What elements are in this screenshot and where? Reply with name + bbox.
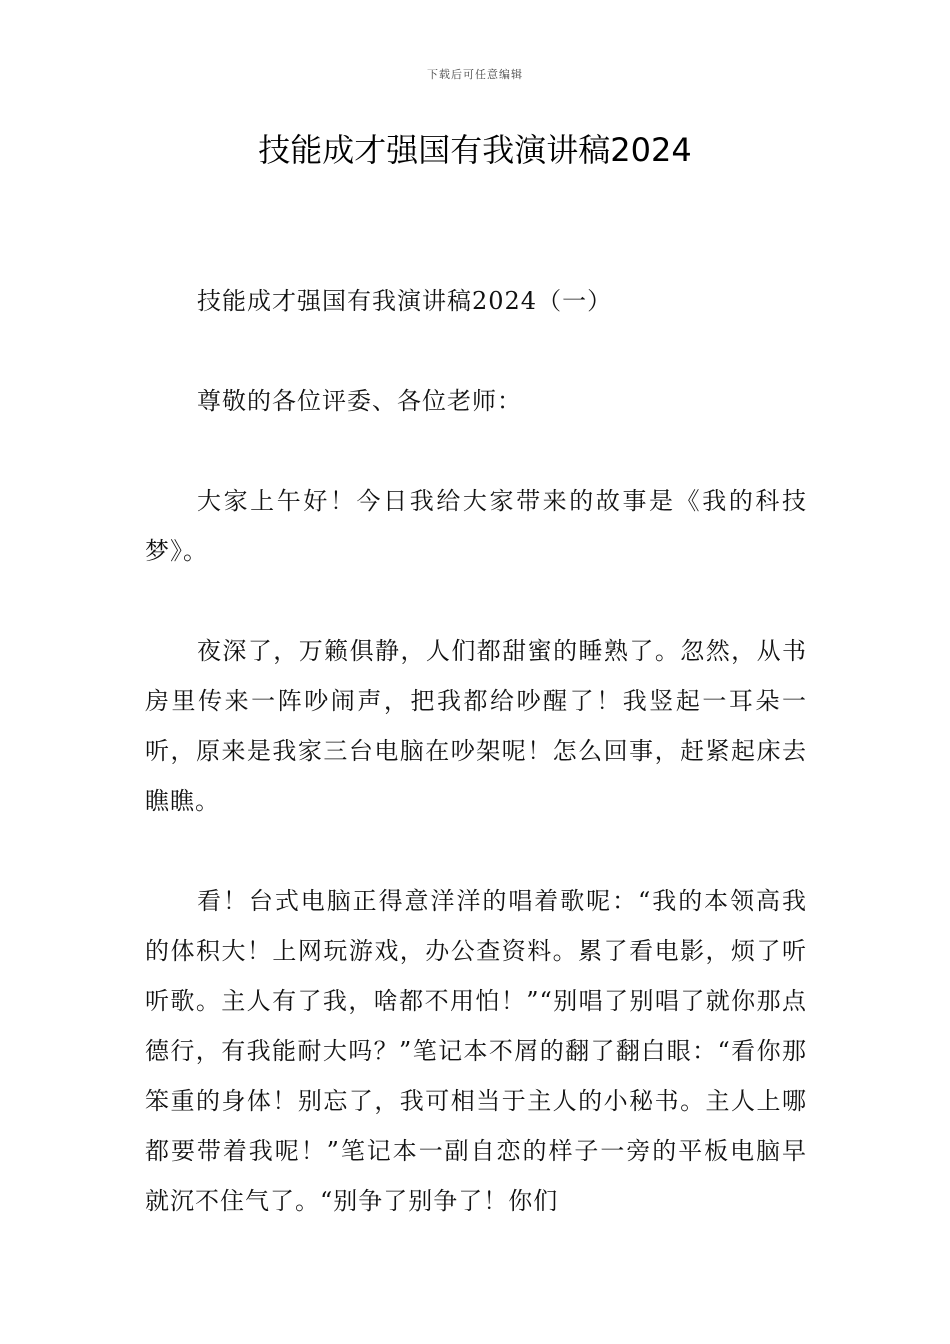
header-note: 下载后可任意编辑: [427, 68, 523, 81]
paragraph-night: 夜深了，万籁俱静，人们都甜蜜的睡熟了。忽然，从书房里传来一阵吵闹声，把我都给吵醒了！我竖起一耳朵一听，原来是我家三台电脑在吵架呢！怎么回事，赶紧起床去瞧瞧。: [145, 637, 807, 815]
document-title: 技能成才强国有我演讲稿2024: [258, 131, 692, 169]
document-body: [145, 276, 807, 1276]
paragraph-subtitle: 技能成才强国有我演讲稿2024（一）: [197, 287, 613, 315]
paragraph-salutation: 尊敬的各位评委、各位老师：: [197, 387, 522, 415]
paragraph-computers: 看！台式电脑正得意洋洋的唱着歌呢：“我的本领高我的体积大！上网玩游戏，办公查资料。累了看电影，烦了听听歌。主人有了我，啥都不用怕！”“别唱了别唱了就你那点德行，有我能耐大吗？”笔记本不屑的翻了翻白眼：“看你那笨重的身体！别忘了，我可相当于主人的小秘书。主人上哪都要带着我呢！”笔记本一副自恋的样子一旁的平板电脑早就沉不住气了。“别争了别争了！你们: [145, 887, 807, 1215]
paragraph-greeting: 大家上午好！今日我给大家带来的故事是《我的科技梦》。: [145, 487, 807, 565]
